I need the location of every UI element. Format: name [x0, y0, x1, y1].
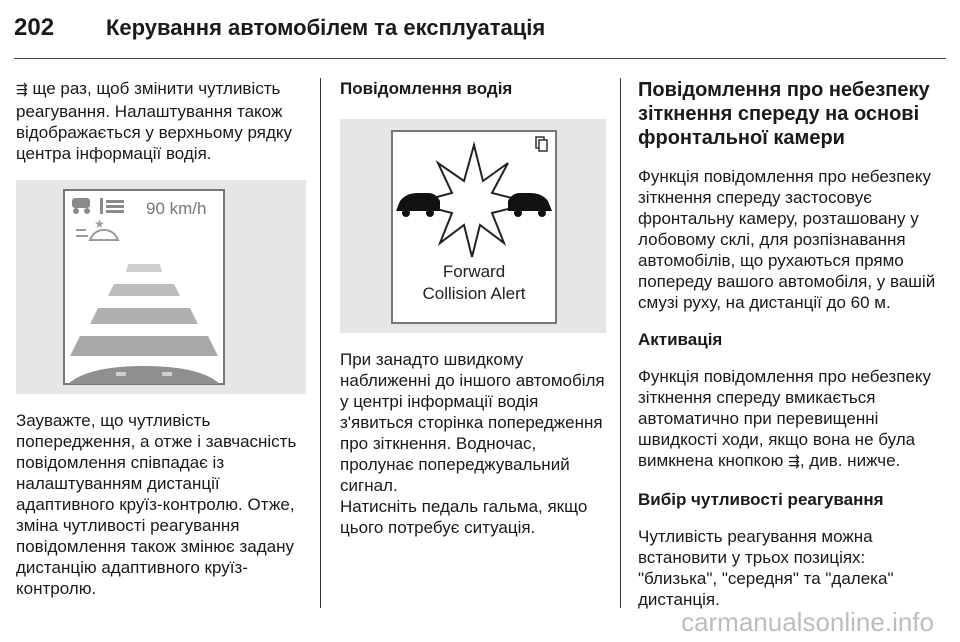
- section-heading-driver-alert: Повідомлення водія: [340, 79, 513, 98]
- header-rule: [14, 58, 946, 59]
- speed-readout: 90 km/h: [146, 199, 207, 218]
- alert-paragraph: При занадто швидкому наближенні до іншого автомобіля у центрі інформації водія з'явиться сторінка попередження про зіткнення. Водночас, пролунає попереджувальний сигнал.: [340, 350, 605, 495]
- dic-display-figure: [16, 180, 306, 394]
- dic-display-illustration: [16, 180, 306, 394]
- section-heading-camera: Повідомлення про небезпеку зіткнення спереду на основі фронтальної камери: [638, 79, 930, 149]
- column-middle: [340, 78, 606, 554]
- brake-paragraph: Натисніть педаль гальма, якщо цього потребує ситуація.: [340, 497, 588, 537]
- subheading-activation: Активація: [638, 330, 723, 349]
- collision-alert-button-icon: ⇶: [16, 82, 28, 98]
- column-divider: [620, 78, 621, 608]
- column-left: [16, 78, 306, 615]
- page-header: [14, 14, 545, 54]
- sensitivity-settings-paragraph: Чутливість реагування можна встановити у трьох позиціях: "близька", "середня" та "далека" дистанція.: [638, 527, 894, 609]
- column-divider: [320, 78, 321, 608]
- note-paragraph: Зауважте, що чутливість попередження, а отже і завчасність повідомлення співпадає із налаштуванням дистанції адаптивного круїз-контролю. Отже, зміна чутливості реагування повідомлення також змінює задану дистанцію адаптивного круїз-контролю.: [16, 411, 297, 598]
- forward-collision-figure: [340, 119, 606, 333]
- page-number: 202: [14, 14, 55, 41]
- collision-alert-button-icon: ⇶: [788, 454, 800, 470]
- subheading-sensitivity: Вибір чутливості реагування: [638, 490, 884, 509]
- page-title: Керування автомобілем та експлуатація: [106, 15, 546, 40]
- alert-text-line2: Collision Alert: [422, 284, 526, 303]
- activation-paragraph: Функція повідомлення про небезпеку зіткнення спереду вмикається автоматично при перевищенні швидкості ходи, якщо вона не була вимкнена кнопкою ⇶, див. нижче.: [638, 367, 932, 470]
- watermark: carmanualsonline.info: [681, 607, 934, 637]
- sensitivity-paragraph: ⇶ ще раз, щоб змінити чутливість реагування. Налаштування також відображається у верхньому рядку центра інформації водія.: [16, 79, 293, 163]
- alert-text-line1: Forward: [442, 262, 506, 281]
- svg-text:★: ★: [94, 217, 105, 231]
- forward-collision-illustration: [340, 119, 606, 333]
- column-right: [638, 78, 938, 626]
- camera-paragraph: Функція повідомлення про небезпеку зіткнення спереду застосовує фронтальну камеру, розташовану у лобовому склі, для розпізнавання автомобілів, що рухаються прямо попереду вашого автомобіля, у вашій смузі руху, на дистанції до 60 м.: [638, 167, 936, 312]
